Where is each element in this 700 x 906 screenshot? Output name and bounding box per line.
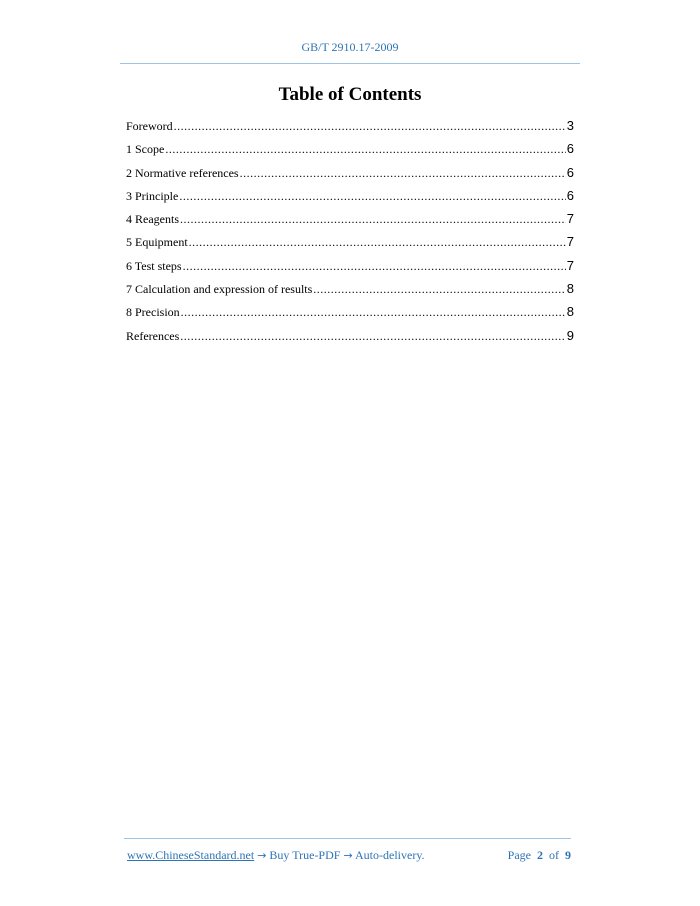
toc-entry-label: 2 Normative references <box>126 165 239 180</box>
footer-divider <box>124 838 571 839</box>
buy-pdf-text: Buy True-PDF <box>269 848 341 862</box>
of-word: of <box>549 848 559 862</box>
header-divider <box>120 63 580 64</box>
dot-leader <box>183 257 566 275</box>
toc-entry-page: 9 <box>566 327 574 343</box>
current-page-number: 2 <box>537 848 543 862</box>
toc-entry-label: 7 Calculation and expression of results <box>126 282 313 297</box>
toc-entry-principle[interactable] <box>126 187 574 210</box>
toc-title: Table of Contents <box>278 84 422 105</box>
toc-entry-reagents[interactable] <box>126 210 574 233</box>
toc-entry-page: 6 <box>566 141 574 157</box>
toc-entry-page: 8 <box>566 281 574 297</box>
dot-leader <box>189 233 566 251</box>
footer-promo <box>127 848 425 863</box>
toc-entry-label: 6 Test steps <box>126 258 182 273</box>
toc-entry-page: 7 <box>566 234 574 250</box>
dot-leader <box>313 280 565 298</box>
toc-entry-page: 7 <box>566 211 574 227</box>
dot-leader <box>180 210 566 228</box>
toc-entry-test-steps[interactable] <box>126 257 574 280</box>
toc-entry-label: 3 Principle <box>126 188 179 203</box>
toc-entry-label: 8 Precision <box>126 305 180 320</box>
toc-entry-label: References <box>126 328 180 343</box>
table-of-contents <box>126 117 574 350</box>
toc-entry-page: 7 <box>566 257 574 273</box>
page-word: Page <box>507 848 531 862</box>
toc-entry-normative-references[interactable] <box>126 164 574 187</box>
toc-entry-label: 5 Equipment <box>126 235 188 250</box>
toc-entry-calculation[interactable] <box>126 280 574 303</box>
toc-entry-precision[interactable] <box>126 303 574 326</box>
toc-entry-equipment[interactable] <box>126 233 574 256</box>
website-link[interactable]: www.ChineseStandard.net <box>127 848 255 862</box>
toc-entry-page: 3 <box>566 118 574 133</box>
total-pages-number: 9 <box>565 848 571 862</box>
page-header: GB/T 2910.17-2009 <box>301 40 399 54</box>
toc-entry-page: 8 <box>566 304 574 320</box>
dot-leader <box>179 187 565 205</box>
page-indicator <box>508 848 571 863</box>
toc-entry-references[interactable] <box>126 327 574 350</box>
dot-leader <box>174 117 566 135</box>
toc-entry-scope[interactable] <box>126 140 574 163</box>
toc-entry-page: 6 <box>566 187 574 203</box>
dot-leader <box>180 327 565 345</box>
arrow-right-icon: → <box>343 849 353 862</box>
toc-entry-label: 4 Reagents <box>126 212 179 227</box>
dot-leader <box>240 164 566 182</box>
toc-entry-label: 1 Scope <box>126 142 165 157</box>
toc-entry-page: 6 <box>566 164 574 180</box>
page-footer <box>127 848 571 863</box>
dot-leader <box>165 140 565 158</box>
toc-entry-foreword[interactable] <box>126 117 574 140</box>
auto-delivery-text: Auto-delivery. <box>355 848 425 862</box>
dot-leader <box>181 303 566 321</box>
arrow-right-icon: → <box>257 849 267 862</box>
toc-entry-label: Foreword <box>126 119 173 133</box>
